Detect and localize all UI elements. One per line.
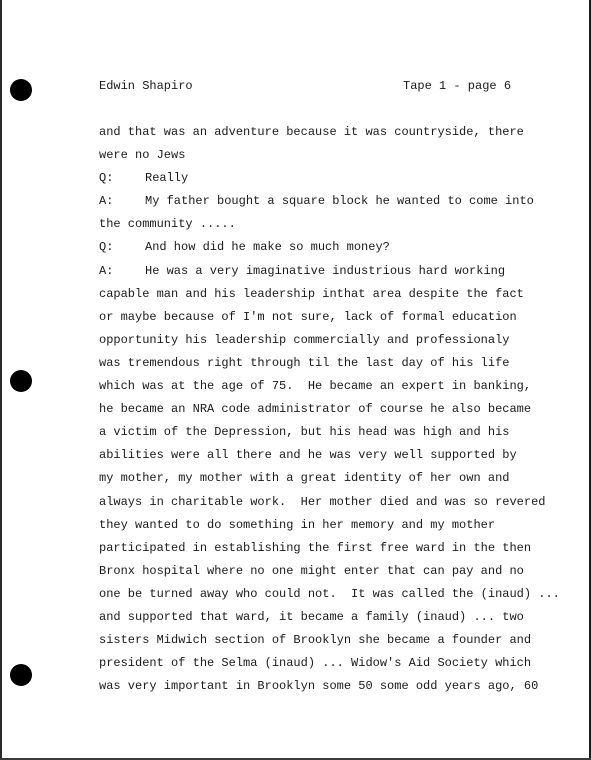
transcript-line [99, 470, 569, 493]
transcript-line [99, 678, 569, 701]
speaker-label: Q: [99, 171, 114, 186]
transcript-text: a victim of the Depression, but his head was high and his [99, 425, 510, 440]
transcript-text: Bronx hospital where no one might enter that can pay and no [99, 563, 524, 578]
transcript-text: Really [145, 171, 189, 186]
transcript-text: opportunity his leadership commercially and professionaly [99, 332, 510, 347]
transcript-line [99, 632, 569, 655]
transcript-line [99, 447, 569, 470]
transcript-text: capable man and his leadership inthat area despite the fact [99, 286, 524, 301]
transcript-line [99, 263, 569, 286]
transcript-text: the community ..... [99, 217, 236, 232]
punch-hole-middle [10, 370, 32, 392]
transcript-text: or maybe because of I'm not sure, lack of formal education [99, 309, 517, 324]
transcript-body [99, 124, 569, 701]
transcript-line [99, 239, 569, 262]
transcript-text: one be turned away who could not. It was called the (inaud) ... [99, 586, 560, 601]
transcript-line [99, 332, 569, 355]
transcript-text: participated in establishing the first free ward in the then [99, 540, 532, 555]
transcript-line [99, 309, 569, 332]
transcript-line [99, 609, 569, 632]
transcript-line [99, 147, 569, 170]
transcript-line [99, 124, 569, 147]
page-left-edge [0, 0, 2, 760]
speaker-label: A: [99, 263, 114, 278]
transcript-line [99, 494, 569, 517]
transcript-text: And how did he make so much money? [145, 240, 390, 255]
transcript-text: they wanted to do something in her memory and my mother [99, 517, 496, 532]
transcript-line [99, 401, 569, 424]
transcript-text: always in charitable work. Her mother died and was so revered [99, 494, 546, 509]
transcript-line [99, 586, 569, 609]
speaker-label: Q: [99, 240, 114, 255]
transcript-text: were no Jews [99, 148, 186, 163]
transcript-line [99, 286, 569, 309]
transcript-line [99, 517, 569, 540]
transcript-line [99, 378, 569, 401]
transcript-text: was tremendous right through til the last day of his life [99, 355, 510, 370]
transcript-line [99, 355, 569, 378]
transcript-text: he became an NRA code administrator of course he also became [99, 402, 532, 417]
punch-hole-top [10, 79, 32, 101]
transcript-text: abilities were all there and he was very well supported by [99, 448, 517, 463]
transcript-text: and that was an adventure because it was countryside, there [99, 125, 524, 139]
transcript-line [99, 424, 569, 447]
transcript-text: and supported that ward, it became a family (inaud) ... two [99, 609, 524, 624]
transcript-text: sisters Midwich section of Brooklyn she became a founder and [99, 633, 532, 648]
transcript-line [99, 216, 569, 239]
transcript-text: which was at the age of 75. He became an expert in banking, [99, 379, 532, 394]
punch-hole-bottom [10, 664, 32, 686]
transcript-line [99, 193, 569, 216]
transcript-text: president of the Selma (inaud) ... Widow's Aid Society which [99, 656, 532, 671]
transcript-text: My father bought a square block he wanted to come into [145, 194, 534, 209]
interviewee-name: Edwin Shapiro [99, 79, 193, 93]
tape-page-reference: Tape 1 - page 6 [403, 79, 512, 93]
transcript-line [99, 563, 569, 586]
transcript-line [99, 540, 569, 563]
transcript-line [99, 655, 569, 678]
transcript-line [99, 170, 569, 193]
transcript-text: He was a very imaginative industrious hard working [145, 263, 506, 278]
speaker-label: A: [99, 194, 114, 209]
transcript-text: my mother, my mother with a great identity of her own and [99, 471, 510, 486]
transcript-text: was very important in Brooklyn some 50 some odd years ago, 60 [99, 679, 539, 694]
